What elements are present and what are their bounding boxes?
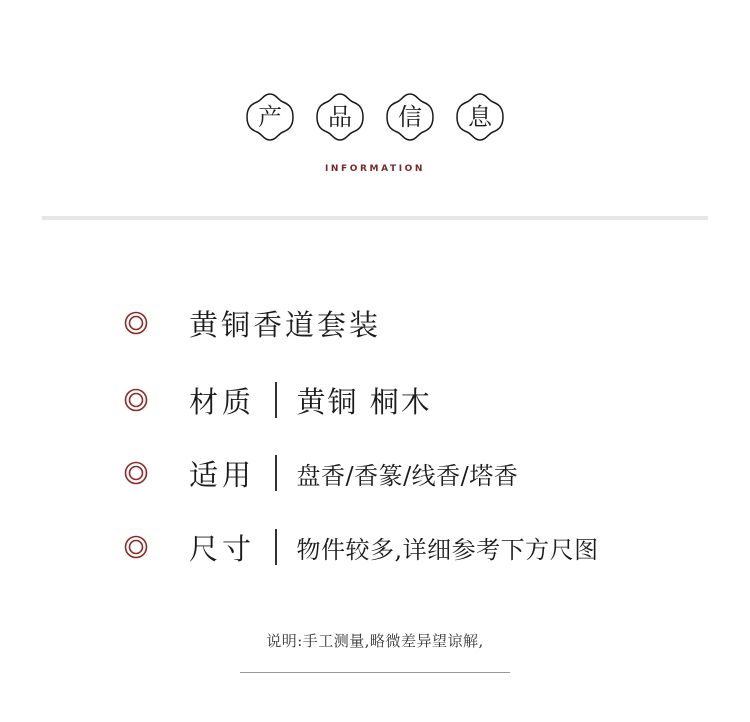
title-badge xyxy=(245,92,295,142)
section-subtitle: INFORMATION xyxy=(324,164,426,174)
bottom-divider xyxy=(240,672,510,673)
product-name: 黄铜香道套装 xyxy=(189,307,382,342)
info-row-name xyxy=(124,303,381,343)
double-circle-icon xyxy=(124,461,148,485)
vertical-separator xyxy=(275,455,277,491)
title-char: 信 xyxy=(398,103,422,131)
top-divider xyxy=(42,216,708,220)
title-badges xyxy=(0,92,750,142)
row-label: 材质 xyxy=(189,384,256,419)
info-row-size xyxy=(124,527,599,567)
vertical-separator xyxy=(275,529,277,565)
row-value: 黄铜 桐木 xyxy=(296,384,432,419)
title-badge xyxy=(385,92,435,142)
info-row-usage xyxy=(124,453,518,493)
row-value: 物件较多,详细参考下方尺图 xyxy=(296,535,599,564)
double-circle-icon xyxy=(124,388,148,412)
double-circle-icon xyxy=(124,311,148,335)
title-char: 息 xyxy=(468,103,492,131)
row-value: 盘香/香篆/线香/塔香 xyxy=(296,461,519,490)
measurement-note: 说明:手工测量,略微差异望谅解, xyxy=(266,632,484,650)
title-badge xyxy=(315,92,365,142)
double-circle-icon xyxy=(124,535,148,559)
row-label: 适用 xyxy=(189,457,256,492)
title-char: 品 xyxy=(328,103,352,131)
title-char: 产 xyxy=(258,103,282,131)
info-row-material xyxy=(124,380,432,420)
title-badge xyxy=(455,92,505,142)
row-label: 尺寸 xyxy=(189,531,256,566)
vertical-separator xyxy=(275,382,277,418)
